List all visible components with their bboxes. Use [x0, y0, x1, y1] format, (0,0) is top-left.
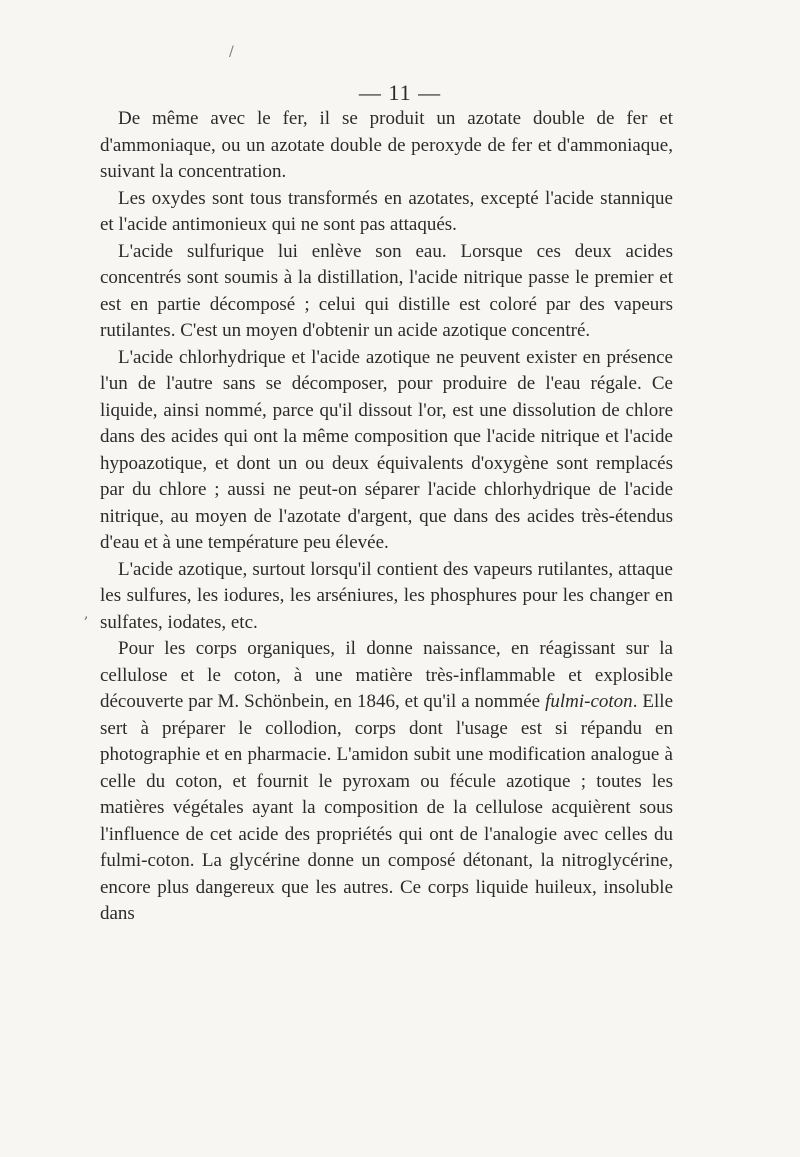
paragraph-oxydes: Les oxydes sont tous transformés en azotates, excepté l'acide stannique et l'acide antimonieux qui ne sont pas attaqués. — [100, 187, 673, 235]
paragraph-iron: De même avec le fer, il se produit un azotate double de fer et d'ammoniaque, ou un azotate double de peroxyde de fer et d'ammoniaque, suivant la concentration. — [100, 108, 673, 182]
paragraph-organic-text-after: . Elle sert à préparer le collodion, corps dont l'usage est si répandu en photographie et en pharmacie. L'amidon subit une modification analogue à celle du coton, et fournit le pyroxam ou fécule azotique ; toutes les matières végétales ayant la composition de la cellulose acquièrent sous l'influence de cet acide des propriétés qui ont de l'analogie avec celles du fulmi-coton. La glycérine donne un composé détonant, la nitroglycérine, encore plus dangereux que les autres. Ce corps liquide huileux, insoluble dans — [100, 691, 673, 924]
paragraph-sulfuric-acid: L'acide sulfurique lui enlève son eau. Lorsque ces deux acides concentrés sont soumis à la distillation, l'acide nitrique passe le premier et est en partie décomposé ; celui qui distille est coloré par des vapeurs rutilantes. C'est un moyen d'obtenir un acide azotique concentré. — [100, 240, 673, 341]
paragraph-organic-bodies — [100, 636, 673, 928]
paragraph-organic-text-before: Pour les corps organiques, il donne naissance, en réagissant sur la cellulose et le coton, à une matière très-inflammable et explosible découverte par M. Schönbein, en 1846, et qu'il a nommée — [100, 638, 673, 712]
fulmi-coton-term: fulmi-coton — [545, 691, 633, 712]
paragraph-aqua-regia: L'acide chlorhydrique et l'acide azotique ne peuvent exister en présence l'un de l'autre sans se décomposer, pour produire de l'eau régale. Ce liquide, ainsi nommé, parce qu'il dissout l'or, est une dissolution de chlore dans des acides qui ont la même composition que l'acide nitrique et l'acide hypoazotique, et dont un ou deux équivalents d'oxygène sont remplacés par du chlore ; aussi ne peut-on séparer l'acide chlorhydrique de l'acide nitrique, au moyen de l'azotate d'argent, que dans des acides très-étendus d'eau et à une température peu élevée. — [100, 346, 673, 553]
body-text — [100, 106, 673, 928]
margin-ink-mark: , — [84, 606, 89, 622]
page-number: — 11 — — [358, 80, 442, 105]
stray-ink-mark: / — [229, 44, 234, 60]
paragraph-sulfides: L'acide azotique, surtout lorsqu'il contient des vapeurs rutilantes, attaque les sulfures, les iodures, les arséniures, les phosphures pour les changer en sulfates, iodates, etc. — [100, 558, 673, 633]
